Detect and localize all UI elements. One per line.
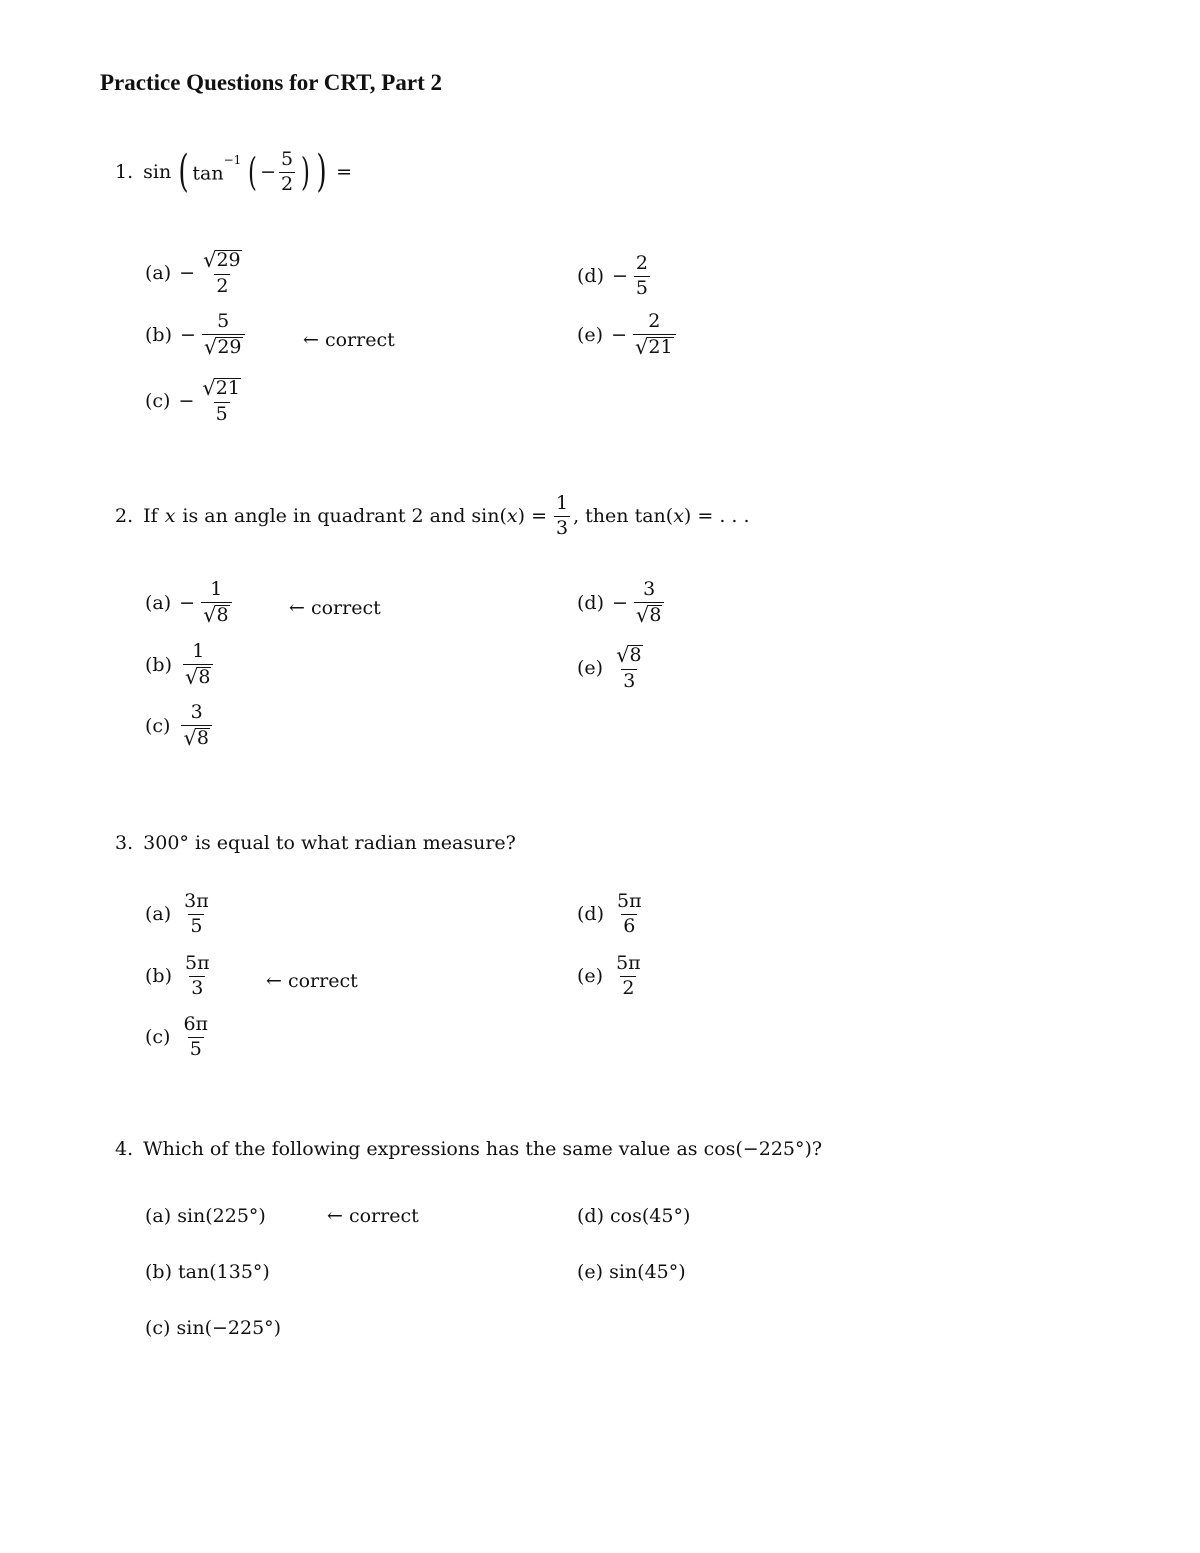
sin-function: sin [143, 161, 172, 184]
sqrt: √ 29 [203, 248, 241, 272]
numerator: 6π [183, 1013, 209, 1035]
radicand: 29 [217, 335, 242, 358]
option-label: (a) [145, 903, 172, 926]
option-label: (d) [577, 592, 604, 615]
question-number: 4. [115, 1138, 134, 1160]
minus-sign: − [180, 324, 196, 347]
q3-option-e[interactable] [577, 954, 646, 999]
numerator: 5π [616, 952, 641, 974]
question-number: 2. [115, 505, 134, 528]
variable-x: x [164, 505, 176, 528]
denominator: 2 [281, 172, 294, 195]
radicand: 29 [216, 249, 241, 271]
paren-close: ) [316, 146, 327, 198]
question-number: 1. [115, 161, 134, 184]
question-text: is an angle in quadrant 2 and sin( [182, 505, 507, 528]
q2-option-d[interactable] [577, 580, 667, 627]
sqrt: √ 8 [203, 602, 229, 627]
fraction [183, 642, 213, 689]
denominator: 5 [635, 276, 649, 299]
q1-option-e[interactable] [577, 312, 679, 359]
question-text: Which of the following expressions has the same value as cos(−225°)? [143, 1138, 823, 1160]
q4-option-a[interactable]: (a) sin(225°) [145, 1205, 266, 1227]
radicand: 8 [216, 603, 229, 626]
numerator [614, 645, 644, 669]
fraction [633, 312, 676, 359]
fraction [181, 703, 211, 750]
fraction [182, 892, 211, 937]
q3-option-b[interactable] [145, 954, 215, 999]
sqrt: √ 21 [635, 334, 673, 359]
fraction [554, 494, 570, 539]
radicand: 8 [629, 644, 642, 666]
q3-option-a[interactable] [145, 892, 214, 937]
option-label: (a) [145, 592, 172, 615]
q2-option-e[interactable] [577, 645, 648, 692]
denominator [633, 334, 676, 359]
q2-option-a[interactable] [145, 580, 235, 627]
q3-option-c[interactable] [145, 1015, 213, 1060]
denominator: 3 [623, 669, 636, 692]
sqrt: √ 29 [203, 334, 242, 359]
question-4 [115, 1138, 822, 1160]
radicand: 21 [648, 335, 673, 358]
denominator [181, 725, 211, 750]
minus-sign: − [612, 265, 628, 288]
numerator: 2 [648, 310, 661, 332]
correct-marker: ← correct [303, 329, 395, 351]
paren-open: ( [178, 146, 189, 198]
q3-option-d[interactable] [577, 892, 647, 937]
fraction [202, 312, 245, 359]
minus-sign: − [178, 390, 195, 413]
question-3 [115, 832, 516, 854]
q2-option-c[interactable] [145, 703, 215, 750]
minus-sign: − [260, 161, 277, 184]
denominator: 6 [623, 914, 636, 937]
page-title: Practice Questions for CRT, Part 2 [100, 70, 442, 95]
numerator [200, 378, 243, 402]
q4-option-e[interactable]: (e) sin(45°) [577, 1261, 686, 1283]
option-label: (b) [145, 965, 172, 988]
option-label: (c) [145, 715, 171, 738]
numerator [201, 250, 244, 274]
fraction [201, 250, 244, 297]
q1-option-a[interactable] [145, 250, 247, 297]
question-text: , then tan( [573, 505, 674, 528]
radicand: 8 [649, 603, 662, 626]
tan-text: tan [192, 162, 224, 185]
radicand: 8 [196, 726, 209, 749]
question-number: 3. [115, 832, 134, 854]
minus-sign: − [179, 262, 196, 285]
numerator: 3 [643, 578, 656, 600]
option-label: (a) [145, 262, 172, 285]
fraction [279, 150, 295, 195]
sqrt: √ 8 [616, 643, 642, 667]
minus-sign: − [179, 592, 196, 615]
numerator: 5 [281, 148, 294, 170]
variable-x: x [673, 505, 684, 528]
variable-x: x [506, 505, 518, 528]
option-label: (d) [577, 265, 604, 288]
numerator: 5 [217, 310, 230, 332]
numerator: 3π [184, 890, 209, 912]
sqrt: √ 8 [185, 664, 211, 689]
denominator: 5 [190, 914, 203, 937]
denominator [183, 664, 213, 689]
q1-option-b[interactable] [145, 312, 248, 359]
correct-marker: ← correct [289, 597, 381, 619]
option-label: (e) [577, 657, 604, 680]
fraction [634, 254, 650, 299]
question-text: 300° is equal to what radian measure? [143, 832, 516, 854]
fraction [183, 954, 212, 999]
minus-sign: − [612, 592, 628, 615]
tan-function [192, 152, 242, 185]
question-text: If [143, 505, 158, 528]
question-text: ) = . . . [683, 505, 750, 528]
tan-exponent: −1 [223, 152, 242, 167]
denominator: 2 [216, 274, 229, 297]
denominator: 5 [215, 402, 228, 425]
question-1 [115, 146, 353, 198]
numerator: 2 [635, 252, 649, 274]
question-text: ) = [517, 505, 547, 528]
correct-marker: ← correct [266, 970, 358, 992]
option-label: (b) [145, 324, 172, 347]
sqrt: √ 21 [202, 376, 240, 400]
denominator: 2 [622, 976, 635, 999]
denominator: 3 [556, 516, 569, 539]
q4-option-d[interactable]: (d) cos(45°) [577, 1205, 691, 1227]
numerator: 5π [617, 890, 642, 912]
option-label: (c) [145, 390, 171, 413]
fraction [634, 580, 664, 627]
paren-close-inner: ) [301, 150, 311, 195]
sqrt: √ 8 [635, 602, 662, 627]
numerator: 1 [556, 492, 569, 514]
numerator: 1 [210, 578, 223, 600]
q1-option-c[interactable] [145, 378, 246, 425]
fraction [614, 645, 644, 692]
option-label: (b) [145, 654, 172, 677]
denominator: 5 [189, 1037, 202, 1060]
numerator: 1 [192, 640, 205, 662]
q1-option-d[interactable] [577, 254, 653, 299]
fraction [615, 892, 644, 937]
q4-option-c[interactable]: (c) sin(−225°) [145, 1317, 282, 1339]
denominator [201, 602, 231, 627]
q4-option-b[interactable]: (b) tan(135°) [145, 1261, 270, 1283]
denominator: 3 [191, 976, 204, 999]
numerator: 3 [190, 701, 203, 723]
minus-sign: − [611, 324, 627, 347]
option-label: (d) [577, 903, 604, 926]
question-2 [115, 494, 750, 539]
correct-marker: ← correct [327, 1205, 419, 1227]
fraction [181, 1015, 210, 1060]
denominator [634, 602, 664, 627]
sqrt: √ 8 [183, 725, 209, 750]
radicand: 8 [198, 665, 211, 688]
q2-option-b[interactable] [145, 642, 216, 689]
numerator: 5π [185, 952, 210, 974]
paren-open-inner: ( [248, 150, 258, 195]
option-label: (e) [577, 965, 604, 988]
denominator [202, 334, 245, 359]
fraction [614, 954, 643, 999]
option-label: (e) [577, 324, 604, 347]
fraction [201, 580, 231, 627]
radicand: 21 [215, 377, 240, 399]
fraction [200, 378, 243, 425]
option-label: (c) [145, 1026, 171, 1049]
equals-sign: = [336, 161, 353, 184]
